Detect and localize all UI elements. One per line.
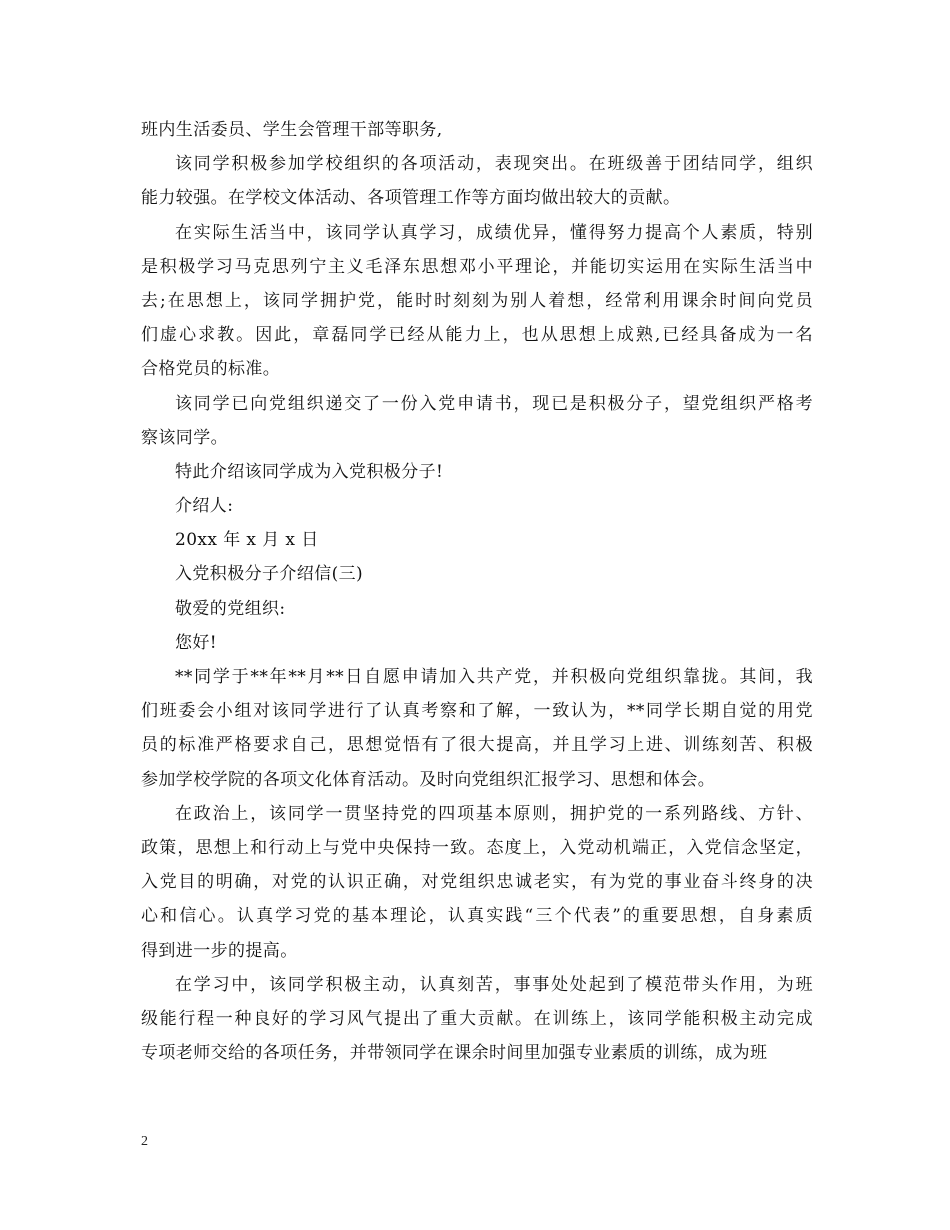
- paragraph: [141, 455, 813, 489]
- paragraph: [141, 626, 813, 660]
- paragraph: [141, 147, 813, 215]
- text-line: 得到进一步的提高。: [141, 940, 298, 961]
- paragraph: [141, 592, 813, 626]
- text-line: 您好!: [175, 632, 218, 653]
- text-line: 特此介绍该同学成为入党积极分子!: [175, 461, 444, 482]
- paragraph: [141, 113, 813, 147]
- text-line: 在学习中，该同学积极主动，认真刻苦，事事处处起到了模范带头作用，为班: [175, 974, 813, 995]
- page-number: 2: [141, 1134, 148, 1149]
- text-line: 级能行程一种良好的学习风气提出了重大贡献。在训练上，该同学能积极主动完成: [141, 1008, 813, 1029]
- text-line: 政策，思想上和行动上与党中央保持一致。态度上，入党动机端正，入党信念坚定，: [141, 837, 813, 858]
- text-line: 敬爱的党组织:: [175, 598, 286, 619]
- text-line: 心和信心。认真学习党的基本理论，认真实践“三个代表”的重要思想，自身素质: [141, 906, 813, 927]
- text-line: 能力较强。在学校文体活动、各项管理工作等方面均做出较大的贡献。: [141, 188, 681, 209]
- paragraph: [141, 660, 813, 797]
- text-line: 去;在思想上，该同学拥护党，能时时刻刻为别人着想，经常利用课余时间向党员: [141, 290, 813, 311]
- text-line: 入党积极分子介绍信(三): [175, 564, 364, 585]
- text-line: 入党目的明确，对党的认识正确，对党组织忠诚老实，有为党的事业奋斗终身的决: [141, 872, 813, 893]
- text-line: 们虚心求教。因此，章磊同学已经从能力上，也从思想上成熟,已经具备成为一名: [141, 325, 813, 346]
- text-line: 20xx 年 x 月 x 日: [175, 530, 319, 551]
- text-line: 员的标准严格要求自己，思想觉悟有了很大提高，并且学习上进、训练刻苦、积极: [141, 735, 813, 756]
- text-line: 该同学积极参加学校组织的各项活动，表现突出。在班级善于团结同学，组织: [175, 154, 813, 175]
- text-line: 在政治上，该同学一贯坚持党的四项基本原则，拥护党的一系列路线、方针、: [175, 803, 813, 824]
- paragraph: [141, 557, 813, 591]
- text-line: 察该同学。: [141, 427, 228, 448]
- paragraph: [141, 387, 813, 455]
- text-line: 是积极学习马克思列宁主义毛泽东思想邓小平理论，并能切实运用在实际生活当中: [141, 256, 813, 277]
- document-body: [141, 113, 813, 1070]
- text-line: 专项老师交给的各项任务，并带领同学在课余时间里加强专业素质的训练，成为班: [141, 1043, 768, 1064]
- paragraph: [141, 797, 813, 968]
- text-line: 介绍人:: [175, 496, 234, 517]
- paragraph: [141, 489, 813, 523]
- paragraph: [141, 968, 813, 1071]
- text-line: 合格党员的标准。: [141, 359, 281, 380]
- text-line: 们班委会小组对该同学进行了认真考察和了解，一致认为，**同学长期自觉的用党: [141, 701, 813, 722]
- text-line: 在实际生活当中，该同学认真学习，成绩优异，懂得努力提高个人素质，特别: [175, 222, 813, 243]
- text-line: **同学于**年**月**日自愿申请加入共产党，并积极向党组织靠拢。其间，我: [175, 667, 813, 687]
- paragraph: [141, 523, 813, 557]
- text-line: 参加学校学院的各项文化体育活动。及时向党组织汇报学习、思想和体会。: [141, 769, 716, 790]
- text-line: 该同学已向党组织递交了一份入党申请书，现已是积极分子，望党组织严格考: [175, 393, 813, 414]
- paragraph: [141, 216, 813, 387]
- text-line: 班内生活委员、学生会管理干部等职务,: [141, 120, 443, 140]
